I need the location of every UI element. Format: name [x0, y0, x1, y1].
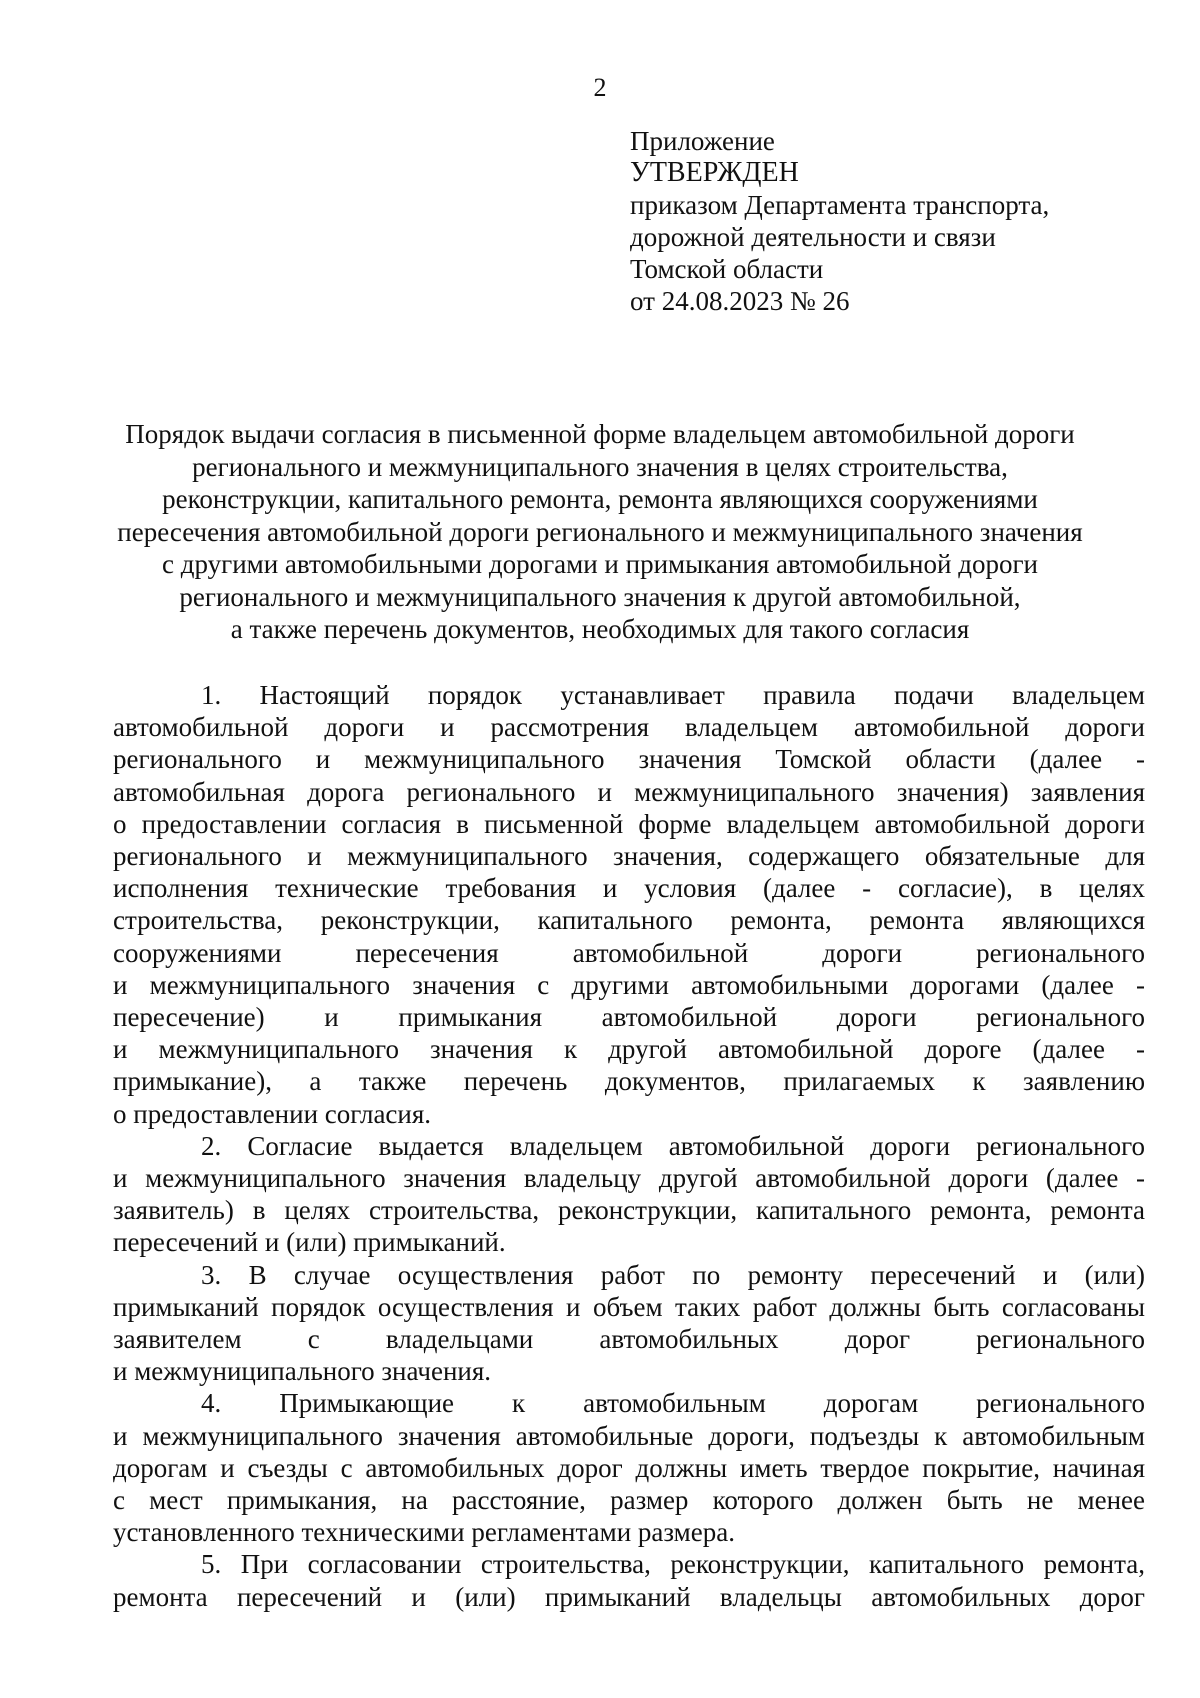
document-title [100, 418, 1100, 646]
page-number: 2 [593, 73, 607, 102]
title-line: регионального и межмуниципального значения в целях строительства, [192, 451, 1008, 482]
paragraph-line: ремонта пересечений и (или) примыканий владельцы автомобильных дорог [113, 1581, 1145, 1612]
title-line: с другими автомобильными дорогами и примыкания автомобильной дороги [162, 549, 1038, 579]
paragraph-line: дорогам и съезды с автомобильных дорог должны иметь твердое покрытие, начиная [113, 1452, 1145, 1483]
paragraph-line: примыканий порядок осуществления и объем таких работ должны быть согласованы [113, 1291, 1145, 1322]
title-line: реконструкции, капитального ремонта, ремонта являющихся сооружениями [162, 484, 1038, 514]
paragraph-line: о предоставлении согласия. [113, 1098, 432, 1129]
paragraph-line: 3. В случае осуществления работ по ремонту пересечений и (или) [201, 1259, 1145, 1290]
title-line: а также перечень документов, необходимых для такого согласия [230, 614, 970, 644]
document-body [113, 679, 1145, 1613]
approval-stamp: УТВЕРЖДЕН [630, 157, 799, 188]
paragraph-2 [113, 1130, 1145, 1259]
paragraph-4 [113, 1387, 1145, 1548]
paragraph-line: автомобильная дорога регионального и межмуниципального значения) заявления [113, 776, 1145, 807]
paragraph-line: пересечение) и примыкания автомобильной дороги регионального [113, 1002, 1145, 1033]
paragraph-line: и межмуниципального значения владельцу другой автомобильной дороги (далее - [113, 1163, 1145, 1194]
paragraph-line: 4. Примыкающие к автомобильным дорогам регионального [201, 1388, 1145, 1419]
paragraph-line: о предоставлении согласия в письменной форме владельцем автомобильной дороги [113, 808, 1145, 839]
paragraph-line: 5. При согласовании строительства, реконструкции, капитального ремонта, [201, 1549, 1145, 1580]
approval-block [630, 125, 1150, 317]
paragraph-line: автомобильной дороги и рассмотрения владельцем автомобильной дороги [113, 712, 1145, 743]
paragraph-line: и межмуниципального значения автомобильные дороги, подъезды к автомобильным [113, 1420, 1145, 1451]
paragraph-line: установленного техническими регламентами размера. [113, 1517, 735, 1548]
approval-department-line: дорожной деятельности и связи [630, 222, 996, 252]
paragraph-5 [113, 1548, 1145, 1612]
paragraph-line: заявителем с владельцами автомобильных дорог регионального [113, 1324, 1145, 1355]
paragraph-line: регионального и межмуниципального значения Томской области (далее - [113, 744, 1145, 775]
paragraph-line: 1. Настоящий порядок устанавливает правила подачи владельцем [201, 680, 1145, 710]
paragraph-line: и межмуниципального значения. [113, 1356, 492, 1387]
approval-appendix-label: Приложение [630, 126, 775, 156]
paragraph-line: 2. Согласие выдается владельцем автомобильной дороги регионального [201, 1130, 1145, 1161]
paragraph-3 [113, 1259, 1145, 1388]
title-line: регионального и межмуниципального значения к другой автомобильной, [179, 581, 1021, 612]
paragraph-line: пересечений и (или) примыканий. [113, 1227, 506, 1258]
paragraph-line: заявитель) в целях строительства, реконструкции, капитального ремонта, ремонта [113, 1195, 1145, 1226]
paragraph-line: исполнения технические требования и условия (далее - согласие), в целях [113, 873, 1145, 904]
approval-date-number: от 24.08.2023 № 26 [630, 286, 850, 316]
paragraph-line: и межмуниципального значения к другой автомобильной дороге (далее - [113, 1034, 1145, 1065]
title-line: Порядок выдачи согласия в письменной форме владельцем автомобильной дороги [125, 419, 1075, 449]
approval-region-line: Томской области [630, 254, 824, 284]
paragraph-line: строительства, реконструкции, капитального ремонта, ремонта являющихся [113, 905, 1145, 936]
paragraph-line: примыкание), а также перечень документов, прилагаемых к заявлению [113, 1066, 1145, 1097]
title-line: пересечения автомобильной дороги регионального и межмуниципального значения [117, 516, 1083, 547]
approval-order-line: приказом Департамента транспорта, [630, 190, 1050, 220]
paragraph-line: с мест примыкания, на расстояние, размер которого должен быть не менее [113, 1485, 1145, 1516]
paragraph-1 [113, 679, 1145, 1130]
paragraph-line: регионального и межмуниципального значения, содержащего обязательные для [113, 841, 1145, 872]
paragraph-line: и межмуниципального значения с другими автомобильными дорогами (далее - [113, 969, 1145, 1000]
paragraph-line: сооружениями пересечения автомобильной дороги регионального [113, 937, 1145, 968]
